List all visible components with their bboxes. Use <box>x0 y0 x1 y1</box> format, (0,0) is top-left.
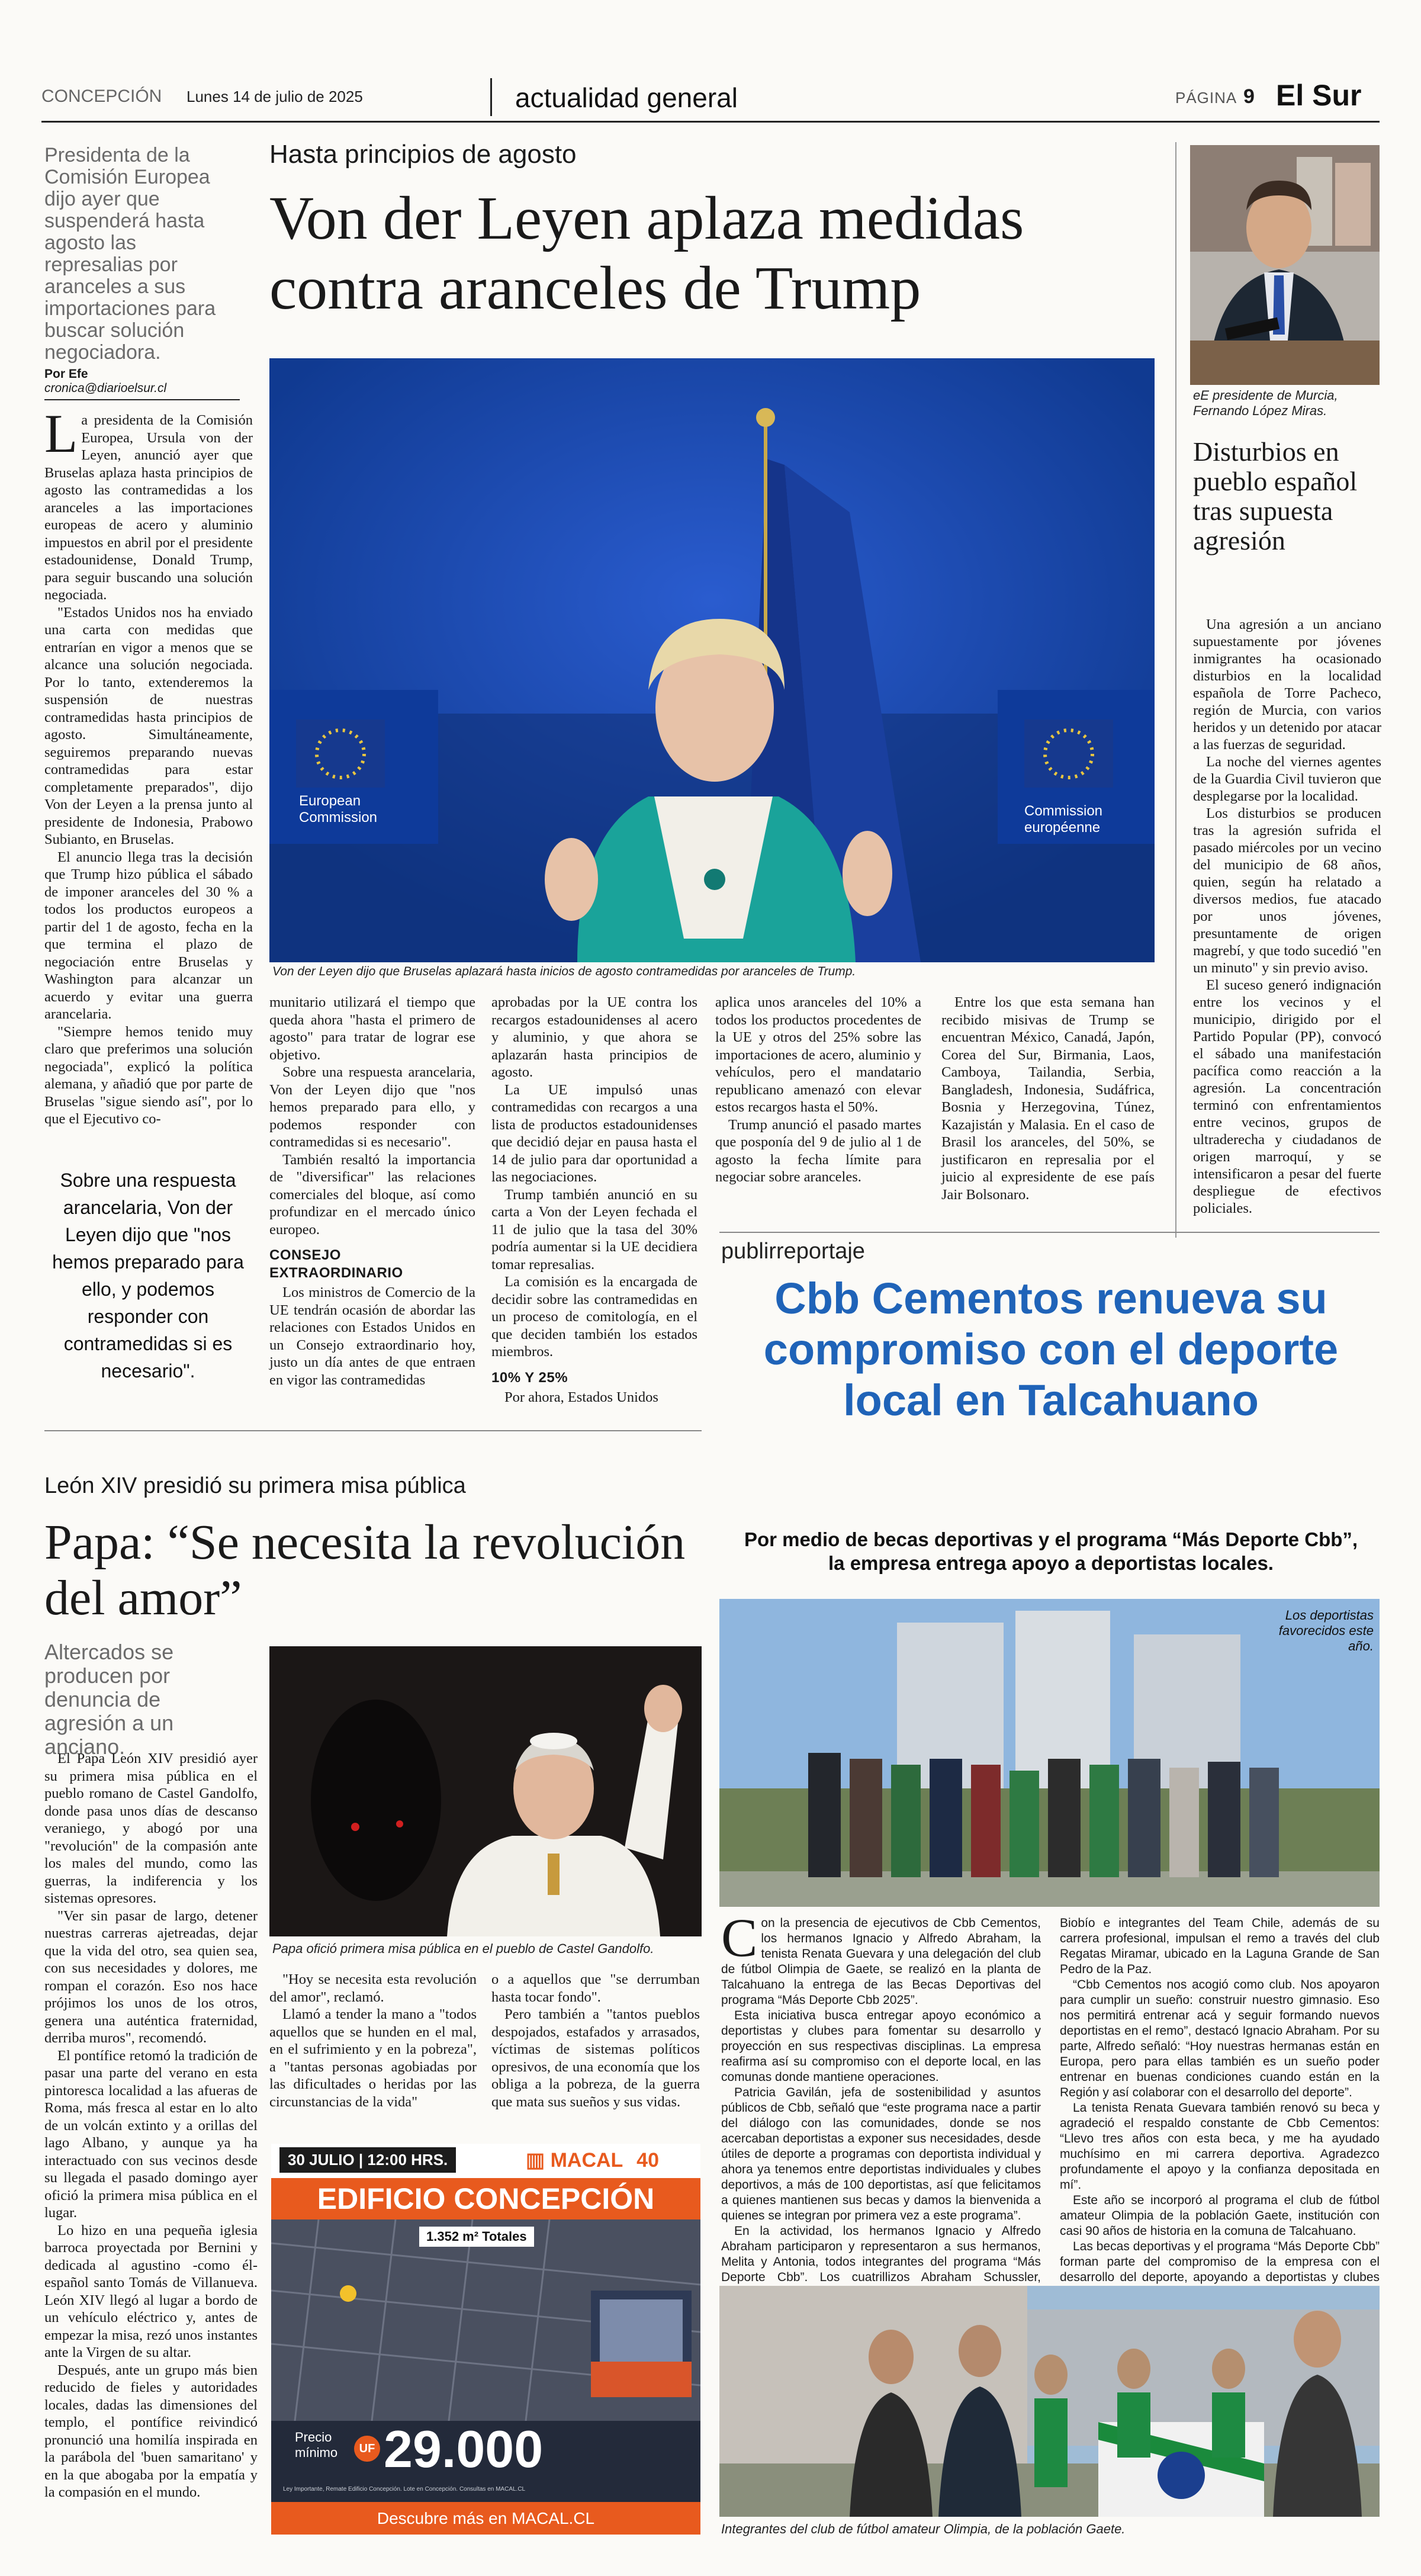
main-subhead: 10% Y 25% <box>491 1369 568 1386</box>
main-paragraph: "Estados Unidos nos ha enviado una carta con medidas que entrarían en vigor a menos que se alcance una solución negociada. Por lo tanto, extenderemos la suspensión de nuestras contramedidas hasta principios de agosto. Simultáneamente, seguiremos preparando nuevas contramedidas para estar completamente preparados", dijo Von der Leyen a la prensa junto al presidente de Indonesia, Prabowo Subianto, en Bruselas. <box>44 604 253 847</box>
side-body <box>1193 616 1381 1217</box>
pope-lead: Altercados se producen por denuncia de agresión a un anciano. <box>44 1640 174 1759</box>
pope-paragraph: Llamó a tender la mano a "todos aquellos que se hunden en el mal, en el sufrimiento y en la pobreza", a "tantas personas agobiadas por las dificultades o heridas por las circunstancias de la vida" <box>269 2006 477 2110</box>
pope-column-2 <box>269 1971 477 2111</box>
page-label: PÁGINA <box>1175 89 1237 107</box>
advertorial-top-rule <box>719 1232 1380 1233</box>
section-title: actualidad general <box>515 82 738 113</box>
advertorial-paragraph: En la actividad, los hermanos Ignacio y Alfredo Abraham participaron y representaron a sus hermanos, Melita y Antonia, todos integrantes del programa “Más Deporte Cbb”. Los cuatrillizos Abraham Schussler, <box>721 2224 1041 2284</box>
backdrop-right-line2: européenne <box>1024 820 1101 836</box>
main-paragraph: La comisión es la encargada de decidir sobre las contramedidas en un proceso de comitología, en el que deciden también los estados miembros. <box>491 1274 697 1360</box>
pope-photo-caption: Papa ofició primera misa pública en el pueblo de Castel Gandolfo. <box>272 1941 654 1956</box>
ad-date-time: 30 JULIO | 12:00 HRS. <box>279 2147 456 2173</box>
ad-area: 1.352 m² Totales <box>419 2227 534 2247</box>
advertorial-headline: Cbb Cementos renueva su compromiso con el deporte local en Talcahuano <box>763 1274 1339 1425</box>
ad-title: EDIFICIO CONCEPCIÓN <box>271 2178 700 2220</box>
main-paragraph: La presidenta de la Comisión Europea, Ursula von der Leyen, anunció ayer que Bruselas aplaza hasta principios de agosto las contramedidas a los aranceles a las importaciones europeas de acero y aluminio impuestos en abril por el presidente estadounidense, Donald Trump, para seguir buscando una solución negociada. <box>44 403 253 603</box>
side-paragraph: Los disturbios se producen tras la agresión sufrida el pasado miércoles por un vecino del municipio de 68 años, quien, según ha relatado a diversos medios, fue atacado por unos jóvenes, presuntamente de origen magrebí, y que todo sucedió "en un minuto" y sin previo aviso. <box>1193 805 1381 976</box>
ad-price: 29.000 <box>384 2420 544 2478</box>
main-byline <box>44 367 240 400</box>
ad-currency: UF <box>354 2436 380 2462</box>
ad-fine-print: Ley Importante, Remate Edificio Concepción. Lote en Concepción. Consultas en MACAL.CL <box>283 2486 526 2493</box>
advertorial-paragraph: Las becas deportivas y el programa “Más Deporte Cbb” forman parte del compromiso de la empresa con el desarrollo del deporte, apoyando a deportistas y clubes <box>1060 2240 1380 2284</box>
ad-cta[interactable]: Descubre más en MACAL.CL <box>271 2502 700 2535</box>
main-column-2 <box>269 994 475 1389</box>
page-number: 9 <box>1243 85 1255 108</box>
pope-paragraph: Después, ante un grupo más bien reducido de fieles y autoridades locales, dadas las dimensiones del templo, el pontífice reivindicó pronunció una homilía inspirada en la parábola del 'buen samaritano' y en la que abogaba por la empatía y la compasión en el mundo. <box>44 2362 258 2500</box>
advertorial-photo-bottom <box>719 2286 1380 2517</box>
main-headline: Von der Leyen aplaza medidas contra aranceles de Trump <box>269 184 1024 322</box>
side-headline: Disturbios en pueblo español tras supuesta agresión <box>1193 436 1358 555</box>
ad-brand <box>526 2148 659 2172</box>
main-paragraph: El anuncio llega tras la decisión que Trump hizo pública el sábado de imponer aranceles del 30 % a todos los productos europeos a partir del 1 de agosto, fecha en la que termina el plazo de negociación entre Bruselas y Washington para alcanzar un acuerdo y evitar una guerra arancelaria. <box>44 849 253 1022</box>
backdrop-left-line1: European <box>299 793 361 809</box>
eu-flag-left <box>296 720 385 788</box>
main-column-5 <box>941 994 1155 1203</box>
advertorial-paragraph: Esta iniciativa busca entregar apoyo económico a deportistas y clubes para fomentar su desarrollo y proyección en sus respectivas disciplinas. La empresa reafirma así su compromiso con el deporte local, en las comunas donde mantiene operaciones. <box>721 2009 1041 2084</box>
main-paragraph: Trump también anunció en su carta a Von der Leyen fechada el 11 de julio que la tasa del 30% podría aumentar si la UE decidiera tomar represalias. <box>491 1186 697 1273</box>
column-divider <box>1175 142 1176 1238</box>
main-paragraph: Sobre una respuesta arancelaria, Von der Leyen dijo que "nos hemos preparado para ello, y podemos responder con contramedidas si es necesario". <box>269 1064 475 1150</box>
main-column-4 <box>715 994 921 1186</box>
advertorial-paragraph: Este año se incorporó al programa el club de fútbol amateur Olimpia de la población Gaete, institución con casi 90 años de historia en la comuna de Talcahuano. <box>1060 2193 1380 2238</box>
byline-rule <box>44 399 240 400</box>
advertorial-label: publirreportaje <box>721 1239 865 1264</box>
main-paragraph: munitario utilizará el tiempo que queda ahora "hasta el primero de agosto" para tratar de lograr ese objetivo. <box>269 994 475 1063</box>
pope-paragraph: "Ver sin pasar de largo, detener nuestras carreras ajetreadas, dejar que la vida del otro, sea quien sea, con sus necesidades y dolores, me rompan el corazón. Eso nos hace prójimos los unos de los otros, genera una auténtica fraternidad, derriba muros", recomendó. <box>44 1907 258 2046</box>
main-pull-quote: Sobre una respuesta arancelaria, Von der Leyen dijo que "nos hemos preparado para ello, y podemos responder con contramedidas si es necesario". <box>52 1170 244 1382</box>
main-paragraph: Los ministros de Comercio de la UE tendrán ocasión de abordar las relaciones con Estados Unidos en un Consejo extraordinario hoy, justo un día antes de que entraen en vigor las contramedidas <box>269 1284 475 1388</box>
advertorial-photo-top-caption: Los deportistas favorecidos este año. <box>1278 1608 1374 1653</box>
main-paragraph: Por ahora, Estados Unidos <box>504 1389 658 1405</box>
main-paragraph: "Siempre hemos tenido muy claro que preferimos una solución negociada", explicó la política alemana, y añadió que por parte de Bruselas "sigue siendo así", por lo que el Ejecutivo co- <box>44 1023 253 1127</box>
pope-paragraph: Lo hizo en una pequeña iglesia barroca proyectada por Bernini y dedicada al agustino -como él- español santo Tomás de Villanueva. León XIV llegó al lugar a bordo de un vehículo eléctrico y, antes de empezar la misa, rezó unos instantes ante la Virgen de su altar. <box>44 2222 258 2360</box>
advertorial-paragraph: Patricia Gavilán, jefa de sostenibilidad y asuntos públicos de Cbb, señaló que “este programa nace a partir del diálogo con las comunidades, donde se nos acercaban deportistas a exponer sus necesidades, desde útiles de deporte a programas con deportista individual y ahora ya tenemos entre deportistas individuales y clubes deportivos, a más de 100 deportistas, así que felicitamos a quienes mantienen sus becas y damos la bienvenida a quienes se integran por primera vez a este programa”. <box>721 2086 1041 2222</box>
pope-paragraph: Pero también a "tantos pueblos despojados, estafados y arrasados, víctimas de sistemas políticos opresivos, de una economía que los obliga a la pobreza, de la guerra que mata sus sueños y sus vidas. <box>491 2006 700 2110</box>
macal-ad[interactable] <box>271 2144 700 2535</box>
header-divider <box>490 78 492 116</box>
brand-logo: El Sur <box>1276 79 1362 112</box>
side-photo-caption: eE presidente de Murcia, Fernando López Miras. <box>1193 388 1338 418</box>
advertorial-photo-bottom-caption: Integrantes del club de fútbol amateur Olimpia, de la población Gaete. <box>721 2522 1126 2536</box>
ad-brand-icon: ▥ <box>526 2149 545 2172</box>
byline-author: Por Efe <box>44 367 88 381</box>
backdrop-right-line1: Commission <box>1024 803 1103 819</box>
side-paragraph: El suceso generó indignación entre los vecinos y el municipio, dirigido por el Partido Popular (PP), convocó el sábado una manifestación pacífica como reacción a la agresión. La concentración terminó con enfrentamientos entre vecinos, grupos de ultraderecha y ciudadanos de origen marroquí, y se intensificaron a pesar del fuerte despliegue de efectivos policiales. <box>1193 977 1381 1216</box>
section-divider <box>44 1430 702 1431</box>
advertorial-subhead: Por medio de becas deportivas y el programa “Más Deporte Cbb”, la empresa entrega apoyo a deportistas locales. <box>744 1528 1358 1574</box>
main-photo <box>269 358 1155 962</box>
main-paragraph: aprobadas por la UE contra los recargos estadounidenses al acero y aluminio, y que ahora se aplazarán hasta principios de agosto. <box>491 994 697 1080</box>
ad-map <box>271 2220 700 2421</box>
advertorial-paragraph: “Cbb Cementos nos acogió como club. Nos apoyaron para cumplir un sueño: construir nuestro gimnasio. Eso nos permitirá entrenar acá y seguir formando nuevos deportistas en el remo”, destacó Ignacio Abraham. Por su parte, Alfredo señaló: “Hoy nuestras hermanas están en Europa, pero para ellas también es un sueño poder entrenar en buenas condiciones cuando están en la Región y así colaborar con el desarrollo del deporte”. <box>1060 1978 1380 2099</box>
header-date: Lunes 14 de julio de 2025 <box>187 88 363 105</box>
advertorial-column-2 <box>1060 1916 1380 2316</box>
main-paragraph: Trump anunció el pasado martes que posponía del 9 de julio al 1 de agosto la fecha límite para negociar sobre aranceles. <box>715 1116 921 1185</box>
advertorial-column-1 <box>721 1907 1041 2301</box>
main-paragraph: aplica unos aranceles del 10% a todos los productos procedentes de la UE y otros del 25% sobre las importaciones de acero, aluminio y vehículos, pero el mandatario republicano amenazó con elevar estos recargos hasta el 50%. <box>715 994 921 1115</box>
backdrop-left-line2: Commission <box>299 810 378 826</box>
advertorial-paragraph: Con la presencia de ejecutivos de Cbb Cementos, los hermanos Ignacio y Alfredo Abraham, la tenista Renata Guevara y una delegación del club de fútbol Olimpia de Gaete, se realizó en la planta de Talcahuano la entrega de las Becas Deportivas del programa “Más Deporte Cbb 2025”. <box>721 1907 1041 2007</box>
side-photo <box>1190 145 1380 385</box>
advertorial-paragraph: Biobío e integrantes del Team Chile, además de su carrera profesional, impulsan el remo a través del club Regatas Miramar, ubicado en la Laguna Grande de San Pedro de la Paz. <box>1060 1916 1380 1976</box>
pope-photo <box>269 1646 702 1936</box>
side-paragraph: La noche del viernes agentes de la Guardia Civil tuvieron que desplegarse por la localidad. <box>1193 754 1381 804</box>
ad-price-label: Precio mínimo <box>295 2430 338 2460</box>
eu-flag-right <box>1024 720 1113 788</box>
page-header <box>41 78 1380 120</box>
advertorial-paragraph: La tenista Renata Guevara también renovó su beca y agradeció el respaldo constante de Cbb Cementos: “Llevo tres años con esta beca, y me ha ayudado muchísimo en mi carrera deportiva. Agradezco profundamente el apoyo y la confianza depositada en mí”. <box>1060 2101 1380 2192</box>
pope-kicker: León XIV presidió su primera misa pública <box>44 1473 466 1498</box>
pope-paragraph: El Papa León XIV presidió ayer su primera misa pública en el pueblo romano de Castel Gandolfo, donde pasa unos días de descanso veraniego, y abogó por una "revolución" de la compasión ante los males del mundo, como las guerras, la indiferencia y los sistemas opresores. <box>44 1750 258 1906</box>
main-lead: Presidenta de la Comisión Europea dijo ayer que suspenderá hasta agosto las represalias por aranceles a sus importaciones para buscar solución negociadora. <box>44 144 216 364</box>
pope-headline: Papa: “Se necesita la revolución del amor” <box>44 1515 686 1626</box>
ad-price-box <box>295 2419 674 2478</box>
pope-column-3 <box>491 1971 700 2111</box>
main-photo-caption: Von der Leyen dijo que Bruselas aplazará hasta inicios de agosto contramedidas por aranceles de Trump. <box>272 965 856 978</box>
side-paragraph: Una agresión a un anciano supuestamente por jóvenes inmigrantes ha ocasionado disturbios en la localidad española de Torre Pacheco, región de Murcia, con varios heridos y un detenido por atacar a las fuerzas de seguridad. <box>1193 616 1381 753</box>
main-column-3 <box>491 994 697 1406</box>
pope-paragraph: "Hoy se necesita esta revolución del amor", reclamó. <box>269 1971 477 2005</box>
pope-paragraph: El pontífice retomó la tradición de pasar una parte del verano en esta pintoresca localidad a las afueras de Roma, más fresca al estar en lo alto de un volcán extinto y a orillas del lago Albano, y aunque ya ha interactuado con sus vecinos desde su llegada el pasado domingo ayer ofició la primera misa pública en el lugar. <box>44 2047 258 2221</box>
header-rule <box>41 121 1380 123</box>
byline-email[interactable]: cronica@diarioelsur.cl <box>44 381 167 395</box>
main-subhead: CONSEJO EXTRAORDINARIO <box>269 1247 403 1281</box>
main-paragraph: Entre los que esta semana han recibido misivas de Trump se encuentran México, Canadá, Japón, Corea del Sur, Birmania, Laos, Camboya, Tailandia, Serbia, Bangladesh, Indonesia, Sudáfrica, Bosnia y Herzegovina, Túnez, Kazajistán y Malasia. En el caso de Brasil los aranceles, del 50%, se justificaron en represalia por el juicio al expresidente de ese país Jair Bolsonaro. <box>941 994 1155 1203</box>
ad-brand-name: MACAL <box>550 2149 623 2172</box>
main-kicker: Hasta principios de agosto <box>269 140 577 169</box>
main-column-1 <box>44 403 253 1128</box>
ad-years-badge: 40 <box>636 2149 659 2172</box>
main-paragraph: La UE impulsó unas contramedidas con recargos a una lista de productos estadounidenses que decidió dejar en pausa hasta el 14 de julio para dar oportunidad a las negociaciones. <box>491 1081 697 1185</box>
main-paragraph: También resaltó la importancia de "diversificar" las relaciones comerciales del bloque, así como profundizar en el mercado único europeo. <box>269 1151 475 1238</box>
section-city: CONCEPCIÓN <box>41 86 162 106</box>
pope-column-1 <box>44 1750 258 2501</box>
pope-paragraph: o a aquellos que "se derrumban hasta tocar fondo". <box>491 1971 700 2005</box>
